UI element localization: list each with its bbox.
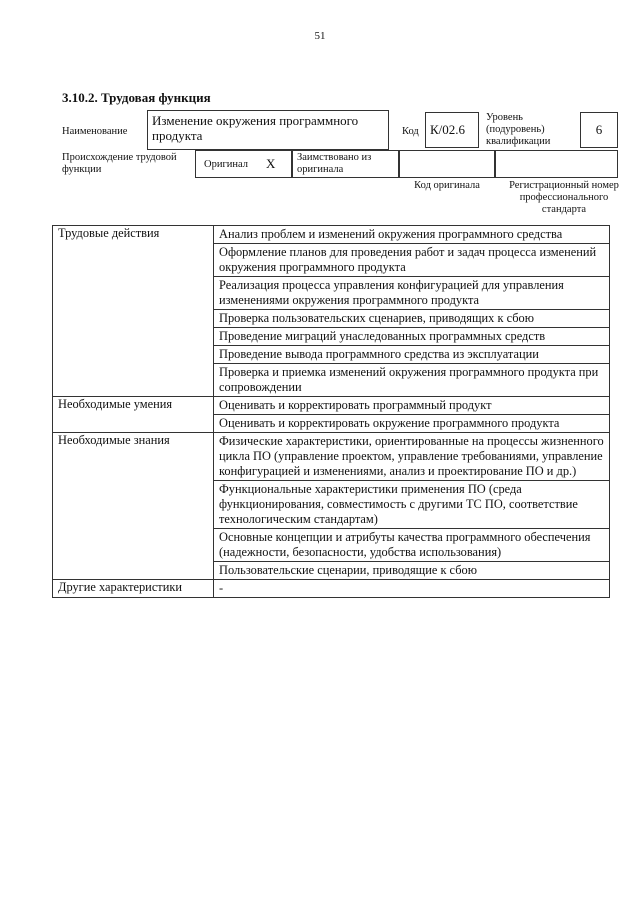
original-box bbox=[195, 150, 292, 178]
reg-number-label: Регистрационный номер профессионального стандарта bbox=[509, 180, 619, 215]
name-value: Изменение окружения программного продукта bbox=[152, 113, 359, 143]
table-row bbox=[53, 433, 610, 481]
original-label: Оригинал bbox=[204, 159, 248, 170]
row-item: Проверка пользовательских сценариев, приводящих к сбою bbox=[214, 310, 610, 328]
table-row bbox=[53, 580, 610, 598]
row-item: Функциональные характеристики применения ПО (среда функционирования, совместимость с другими ТС ПО, соответствие технологическим стандартам) bbox=[214, 481, 610, 529]
labor-function-table bbox=[52, 225, 610, 598]
borrowed-label: Заимствовано из оригинала bbox=[297, 152, 372, 175]
code-value-box bbox=[425, 112, 479, 148]
name-value-box bbox=[147, 110, 389, 150]
level-value-box bbox=[580, 112, 618, 148]
row-item: Реализация процесса управления конфигурацией для управления изменениями окружения программного продукта bbox=[214, 277, 610, 310]
row-item: - bbox=[214, 580, 610, 598]
row-item: Пользовательские сценарии, приводящие к сбою bbox=[214, 562, 610, 580]
code-value: К/02.6 bbox=[430, 122, 466, 137]
row-item: Основные концепции и атрибуты качества программного обеспечения (надежности, безопасности, удобства использования) bbox=[214, 529, 610, 562]
borrowed-box bbox=[292, 150, 399, 178]
row-heading: Необходимые умения bbox=[53, 397, 214, 433]
row-item: Оформление планов для проведения работ и задач процесса изменений окружения программного продукта bbox=[214, 244, 610, 277]
code-label: Код bbox=[402, 126, 419, 137]
original-mark: X bbox=[266, 156, 276, 171]
row-heading: Необходимые знания bbox=[53, 433, 214, 580]
origin-label: Происхождение трудовой функции bbox=[62, 152, 177, 175]
row-item: Проведение вывода программного средства из эксплуатации bbox=[214, 346, 610, 364]
row-heading: Другие характеристики bbox=[53, 580, 214, 598]
table-row bbox=[53, 226, 610, 244]
page-number: 51 bbox=[314, 30, 326, 42]
original-code-label: Код оригинала bbox=[414, 180, 480, 191]
row-item: Оценивать и корректировать программный продукт bbox=[214, 397, 610, 415]
row-item: Физические характеристики, ориентированные на процессы жизненного цикла ПО (управление проектом, управление требованиями, управление конфигурацией и изменениями, анализ и проектирование ПО и др.) bbox=[214, 433, 610, 481]
row-item: Анализ проблем и изменений окружения программного средства bbox=[214, 226, 610, 244]
table-row bbox=[53, 397, 610, 415]
level-label: Уровень (подуровень) квалификации bbox=[486, 112, 551, 147]
row-heading: Трудовые действия bbox=[53, 226, 214, 397]
original-code-box bbox=[399, 150, 495, 178]
row-item: Проверка и приемка изменений окружения программного продукта при сопровождении bbox=[214, 364, 610, 397]
section-title: 3.10.2. Трудовая функция bbox=[62, 90, 211, 105]
row-item: Проведение миграций унаследованных программных средств bbox=[214, 328, 610, 346]
level-value: 6 bbox=[595, 122, 603, 137]
row-item: Оценивать и корректировать окружение программного продукта bbox=[214, 415, 610, 433]
name-label: Наименование bbox=[62, 126, 128, 137]
reg-number-box bbox=[495, 150, 618, 178]
